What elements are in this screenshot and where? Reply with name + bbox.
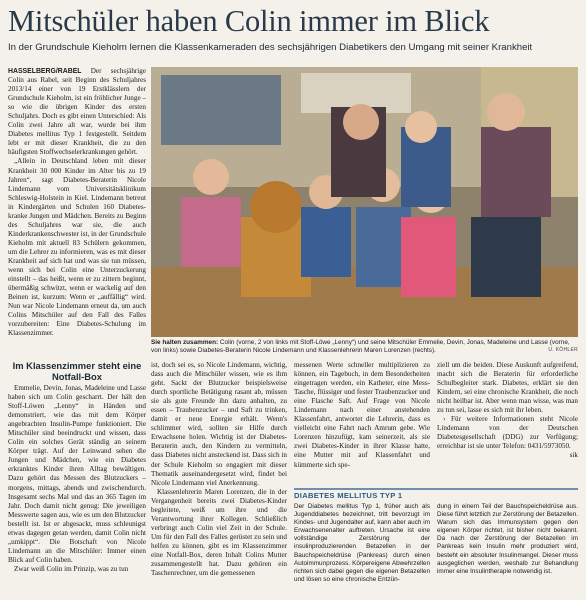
infobox-column-2 <box>437 503 578 595</box>
classroom-photo-illustration <box>151 67 578 337</box>
contact-info: › Für weitere Informationen steht Nicole Lindemann von der Deutschen Diabetesgesellschaft (DDG) zur Verfügung; erreichbar ist sie unter Telefon: 0431/5973050. <box>437 415 578 451</box>
headline: Mitschüler haben Colin immer im Blick <box>8 4 490 38</box>
article-paragraph: „Allein in Deutschland leben mit dieser Krankheit 30 000 Kinder im Alter bis zu 19 Jahren“, sagt Diabetes-Beraterin Nicole Lindemann vom Universitätsklinikum Schleswig-Holstein in Kiel. Lindemann betreut in Kindergärten und Schulen 160 Diabetes-kranke Jungen und Mädchen. Bereits zu Beginn des Schuljahres war sie, die auch Kinderkrankenschwester ist, in der Grundschule Kieholm mit aktuell 83 Schülern gekommen, um die Lehrer zu informieren, was es mit dieser Krankheit auf sich hat und was sie tun müssen, wenn sich bei Colin eine Unterzuckerung einstellt – das heißt, wenn er zu zittern beginnt, übermäßig schwitzt, wenn er wackelig auf den Beinen ist, kurzum: Wenn er „auffällig“ wird. Nun war Nicole Lindemann erneut da, um auch Colins Mitschüler auf den Fall des Falles vorzubereiten: Eine Diabetes-Schulung im Klassenzimmer. <box>8 157 146 338</box>
article-paragraph: messenen Werte schneller multiplizieren zu können, ein Tagebuch, in dem Besonderheiten eingetragen werden, ein Katheter, eine Mess-Tasche, flüssiger und fester Traubenzucker und eine Flasche Saft. Auf Frage von Nicole Lindemann nach einer anstehenden Klassenfahrt, antwortet die Lehrerin, dass es vielleicht eine Fahrt nach Amrum gebe. Wie Lorenzen hinzufügt, kam seinerzeit, als sie zwei Diabetes-Kinder in ihrer Klasse hatte, eine Mutter mit auf Klassenfahrt und kümmerte sich spe- <box>294 361 430 469</box>
article-paragraph: Zwar weiß Colin im Prinzip, was zu tun <box>14 564 129 573</box>
subheadline: In der Grundschule Kieholm lernen die Klassenkameraden des sechsjährigen Diabetikers den Umgang mit seiner Krankheit <box>8 42 533 53</box>
caption-lead: Sie halten zusammen: <box>151 339 219 346</box>
dateline: HASSELBERG/RABEL <box>8 68 82 75</box>
article-paragraph: ist, doch sei es, so Nicole Lindemann, wichtig, dass auch die Mitschüler wissen, wie es ihm geht. Sackt der Blutzucker beispielsweise durch sportliche Betätigung rasant ab, müssen sie als gute Freunde ihn dazu anhalten, zu essen – Traubenzucker – und Saft zu trinken, damit er neue Energie erhält. Wenn's schlimmer wird, sollten sie Hilfe durch Erwachsene holen. Wichtig ist der Diabetes-Beraterin auch, den Kindern zu vermitteln, dass Diabetes nicht ansteckend ist. Dass sich in der Schule Kieholm so engagiert mit dieser Thematik auseinandergesetzt wird, findet bei Nicole Lindemann viel Anerkennung. <box>151 361 287 487</box>
article-column-2 <box>151 361 287 594</box>
article-column-4 <box>437 361 578 485</box>
article-paragraph: Klassenlehrerin Maren Lorenzen, die in der Vergangenheit bereits zwei Diabetes-Kinder begleitete, weiß um ihre und die Verantwortung ihrer Kollegen. Schließlich verbringt auch Colin viel Zeit in der Schule. Um für den Fall des Falles gerüstet zu sein und helfen zu können, gibt es im Klassenzimmer eine Notfall-Box, deren Inhalt Colins Mutter zusammengestellt hat. Dazu gehören ein Taschenrechner, um die gemessenen <box>151 487 287 578</box>
article-column-3 <box>294 361 430 485</box>
infobox-paragraph: Der Diabetes mellitus Typ 1, früher auch als Jugenddiabetes bezeichnet, tritt bevorzugt im Kindes- und Jugendalter auf, kann aber auch im Erwachsenenalter auftreten. Ursache ist eine vollständige Zerstörung der insulinproduzierenden Betazellen in der Bauchspeicheldrüse (Pankreas) durch einen Autoimmunprozess. Körpereigene Abwehrzellen richten sich dabei gegen die eigenen Betazellen und lösen so eine chronische Entzün- <box>294 503 430 583</box>
photo-credit: U. KÖHLER <box>548 347 578 353</box>
article-paragraph: ziell um die beiden. Diese Auskunft aufgreifend, macht sich die Beraterin für erforderliche Schulbegleiter stark. Diabetes, erklärt sie den Kindern, sei eine chronische Krankheit, die noch nicht heilbar ist. Aber wenn man wisse, was man zu tun sei, lasse es sich mit ihr leben. <box>437 361 578 415</box>
section-subheading: Im Klassenzimmer steht eine Notfall-Box <box>12 360 142 382</box>
article-paragraph: Emmelie, Devin, Jonas, Madeleine und Lasse haben sich um Colin gescharrt. Der hält den Stoff-Löwen „Lenny“ in Händen und demonstriert, wie das mit dem Körper angebrachten Insulin-Pumpe funktioniert. Die Mitschüler sind beeindruckt und wissen, dass Colin ein solches Gerät ständig an seinem Körper trägt. Auf der Leinwand sehen die Jungen und Mädchen, wie ein Diabetes erkranktes Kinder ihren Alltag bewältigen. Dazu gehört das Messen des Blutzuckers – morgens, mittags, abends und zwischendurch. Insgesamt sechs Mal und das an 365 Tagen im Jahr. Doch damit nicht genug: Die jeweiligen Messwerte sagen aus, wie es um den Blutzucker bestellt ist. Ist er abgesackt, muss schleunigst etwas dagegen getan werden, damit Colin nicht „umkippt“. Die Botschaft von Nicole Lindemann an die Mitschüler: Immer einen Blick auf Colin haben. <box>8 384 146 564</box>
infobox-rule <box>294 488 578 490</box>
infobox-paragraph: dung in einem Teil der Bauchspeicheldrüse aus. Diese führt letztlich zur Zerstörung der Betazellen. Warum sich das Immunsystem gegen den eigenen Körper richtet, ist bisher nicht bekannt. Da nach der Zerstörung der Betazellen im Pankreas kein Insulin mehr produziert wird, besteht ein absoluter Insulinmangel. Dieser muss ausgeglichen werden, weshalb zur Behandlung immer eine Insulintherapie notwendig ist. <box>437 503 578 575</box>
infobox-column-1 <box>294 503 430 595</box>
article-column-1b <box>8 384 146 594</box>
article-column-1 <box>8 67 146 345</box>
author-sign: sik <box>569 451 578 460</box>
article-photo <box>151 67 578 337</box>
caption-text: Colin (vorne, 2 von links mit Stoff-Löwe „Lenny“) und seine Mitschüler Emmelie, Devin, Jonas, Madeleine und Lasse (vorne, von links) sowie Diabetes-Beraterin Nicole Lindemann und Klassenlehrerin Maren Lorenzen (rechts). <box>151 339 570 355</box>
article-paragraph: Der sechsjährige Colin aus Rabel, seit Beginn des Schuljahres 2013/14 einer von 19 Erstklässlern der Grundschule Kieholm, ist ein fröhlicher Junge – so wie die übrigen Kinder des ersten Schuljahrs. Doch es gibt einen Unterschied: Als Colin zwei Jahre alt war, wurde bei ihm Diabetes mellitus Typ 1 festgestellt. Seitdem lebt er mit dieser Krankheit, die zu den häufigsten Stoffwechselerkrankungen gehört. <box>8 67 146 157</box>
photo-caption <box>151 339 578 355</box>
infobox-heading: DIABETES MELLITUS TYP 1 <box>294 491 403 500</box>
